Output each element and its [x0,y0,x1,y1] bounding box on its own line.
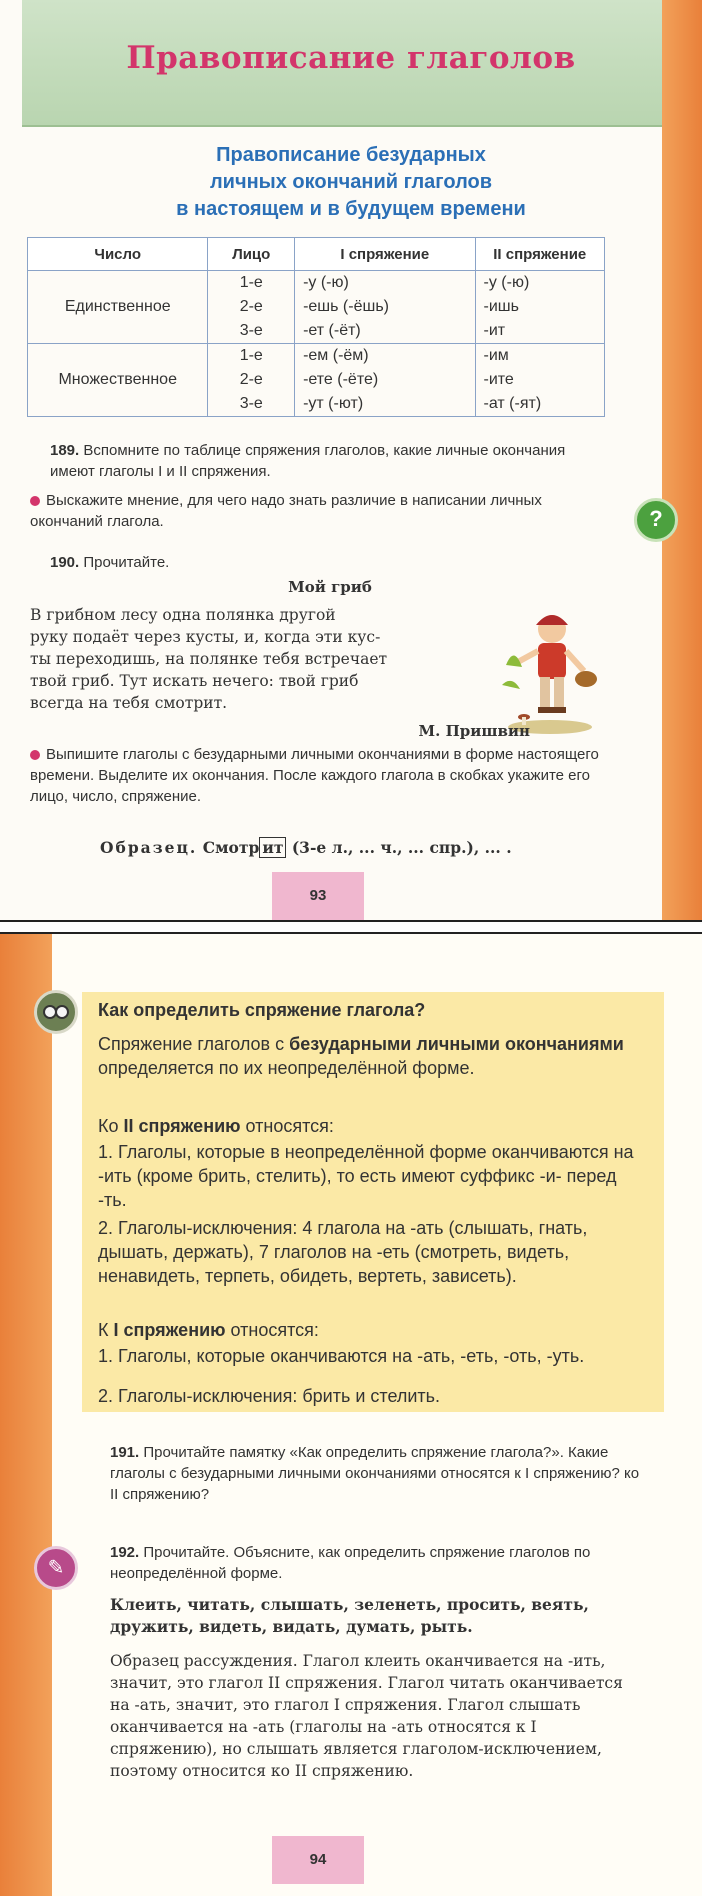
pen-icon: ✎ [34,1546,78,1590]
ending: -ете (-ёте) [303,371,379,388]
conj2-cell [475,271,604,344]
table-header: Лицо [208,238,295,271]
sample-stem: Смотр [202,838,260,857]
table-header: II спряжение [475,238,604,271]
page-title: Правописание глаголов [126,40,576,76]
rule-i-heading [98,1318,650,1342]
subtitle-line: личных окончаний глаголов [209,171,493,193]
exercise-189-task [30,490,610,532]
person-cell [208,344,295,417]
rule-text: относятся: [230,1320,319,1340]
page-divider [0,920,702,934]
poem-line: твой гриб. Тут искать нечего: твой гриб [30,672,359,690]
exercise-text: Вспомните по таблице спряжения глаголов, какие личные окончания имеют глаголы I и II спряжения. [50,442,566,480]
bullet-icon [30,496,40,506]
conj1-cell [295,271,475,344]
exercise-text: Прочитайте памятку «Как определить спряжение глагола?». Какие глаголы с безударными личными окончаниями относятся к I спряжению? ко II спряжению? [110,1444,640,1503]
person: 3-е [239,395,263,412]
number-cell: Единственное [28,271,208,344]
person: 3-е [239,322,263,339]
poem-text [30,604,500,714]
person-cell [208,271,295,344]
rule-i-item-1: 1. Глаголы, которые оканчиваются на -ать, -еть, -оть, -уть. [98,1346,585,1366]
exercise-number: 192. [110,1544,140,1561]
reasoning-sample: Образец рассуждения. Глагол клеить оканчивается на -ить, значит, это глагол II спряжения. Глагол читать оканчивается на -ать, значит, это глагол I спряжения. Глагол слышать оканчивается на -ать (глаголы на -ать относятся к I спряжению), но слышать является глаголом-исключением, поэтому относится ко II спряжению. [110,1652,623,1780]
person: 2-е [239,298,263,315]
table-header: Число [28,238,208,271]
person: 1-е [239,274,263,291]
ending: -ишь [483,298,519,315]
question-icon: ? [634,498,678,542]
rule-title: Как определить спряжение глагола? [98,1000,426,1020]
rule-text: относятся: [245,1116,334,1136]
ending: -ет (-ёт) [303,322,361,339]
verbs-list: Клеить, читать, слышать, зеленеть, просить, веять, дружить, видеть, видать, думать, рыть. [110,1595,589,1636]
poem-author: М. Пришвин [418,722,530,740]
ending: -у (-ю) [483,274,530,291]
rule-ii-heading [98,1114,650,1138]
sample-ending: ит [259,837,286,858]
section-subtitle [0,142,702,223]
exercise-190-task [30,744,610,807]
exercise-191 [110,1442,640,1505]
exercise-number: 190. [50,554,80,571]
conj1-cell [295,344,475,417]
poem-title: Мой гриб [288,578,372,596]
exercise-189 [50,440,610,482]
subtitle-line: в настоящем и в будущем времени [176,198,526,220]
exercise-text: Прочитайте. Объясните, как определить спряжение глаголов по неопределённой форме. [110,1544,591,1582]
number-cell: Множественное [28,344,208,417]
rule-text: Ко [98,1116,119,1136]
person: 1-е [239,347,263,364]
bullet-icon [30,750,40,760]
subtitle-line: Правописание безударных [216,144,486,166]
rule-emphasis: безударными личными окончаниями [289,1034,624,1054]
ending: -ите [483,371,514,388]
ending: -ат (-ят) [483,395,542,412]
rule-text: определяется по их неопределённой форме. [98,1058,475,1078]
table-header: I спряжение [295,238,475,271]
exercise-192 [110,1542,640,1584]
page-edge-decoration [662,0,702,920]
exercise-text: Прочитайте. [83,554,170,571]
ending: -им [483,347,509,364]
poem-line: всегда на тебя смотрит. [30,694,228,712]
ending: -ут (-ют) [303,395,364,412]
page-edge-decoration [0,934,52,1896]
task-text: Выпишите глаголы с безударными личными окончаниями в форме настоящего времени. Выделите их окончания. После каждого глагола в скобках укажите его лицо, число, спряжение. [30,746,599,805]
rule-i-item-2: 2. Глаголы-исключения: брить и стелить. [98,1386,441,1406]
sample-label: Образец. [100,838,198,857]
sample-rest: (3-е л., ... ч., ... спр.), ... . [291,838,512,857]
task-text: Выскажите мнение, для чего надо знать различие в написании личных окончаний глагола. [30,492,542,530]
rule-text: Спряжение глаголов с [98,1034,285,1054]
sample-line [100,838,610,857]
page-93 [0,0,702,920]
conj2-cell [475,344,604,417]
page-number: 93 [272,872,364,920]
table-header-row [28,238,605,271]
table-row [28,271,605,344]
boy-with-mushrooms-illustration [500,605,600,737]
exercise-190 [50,552,610,573]
exercise-number: 191. [110,1444,140,1461]
rule-emphasis: II спряжению [123,1116,241,1136]
ending: -ит [483,322,506,339]
ending: -ешь (-ёшь) [303,298,389,315]
page-number: 94 [272,1836,364,1884]
rule-ii-item-2: 2. Глаголы-исключения: 4 глагола на -ать (слышать, гнать, дышать, держать), 7 глаголов на -еть (смотреть, видеть, ненавидеть, терпеть, обидеть, вертеть, зависеть). [98,1218,588,1286]
person: 2-е [239,371,263,388]
rule-intro [98,1032,650,1080]
table-row [28,344,605,417]
page-94 [0,934,702,1896]
poem-line: руку подаёт через кусты, и, когда эти кус- [30,628,381,646]
rule-text: К [98,1320,109,1340]
rule-emphasis: I спряжению [113,1320,226,1340]
ending: -у (-ю) [303,274,349,291]
poem-line: ты переходишь, на полянке тебя встречает [30,650,388,668]
exercise-number: 189. [50,442,80,459]
poem-line: В грибном лесу одна полянка другой [30,606,336,624]
ending: -ем (-ём) [303,347,369,364]
endings-table [27,237,605,417]
owl-icon [34,990,78,1034]
rule-ii-item-1: 1. Глаголы, которые в неопределённой форме оканчиваются на -ить (кроме брить, стелить), то есть имеют суффикс -и- перед -ть. [98,1142,634,1210]
